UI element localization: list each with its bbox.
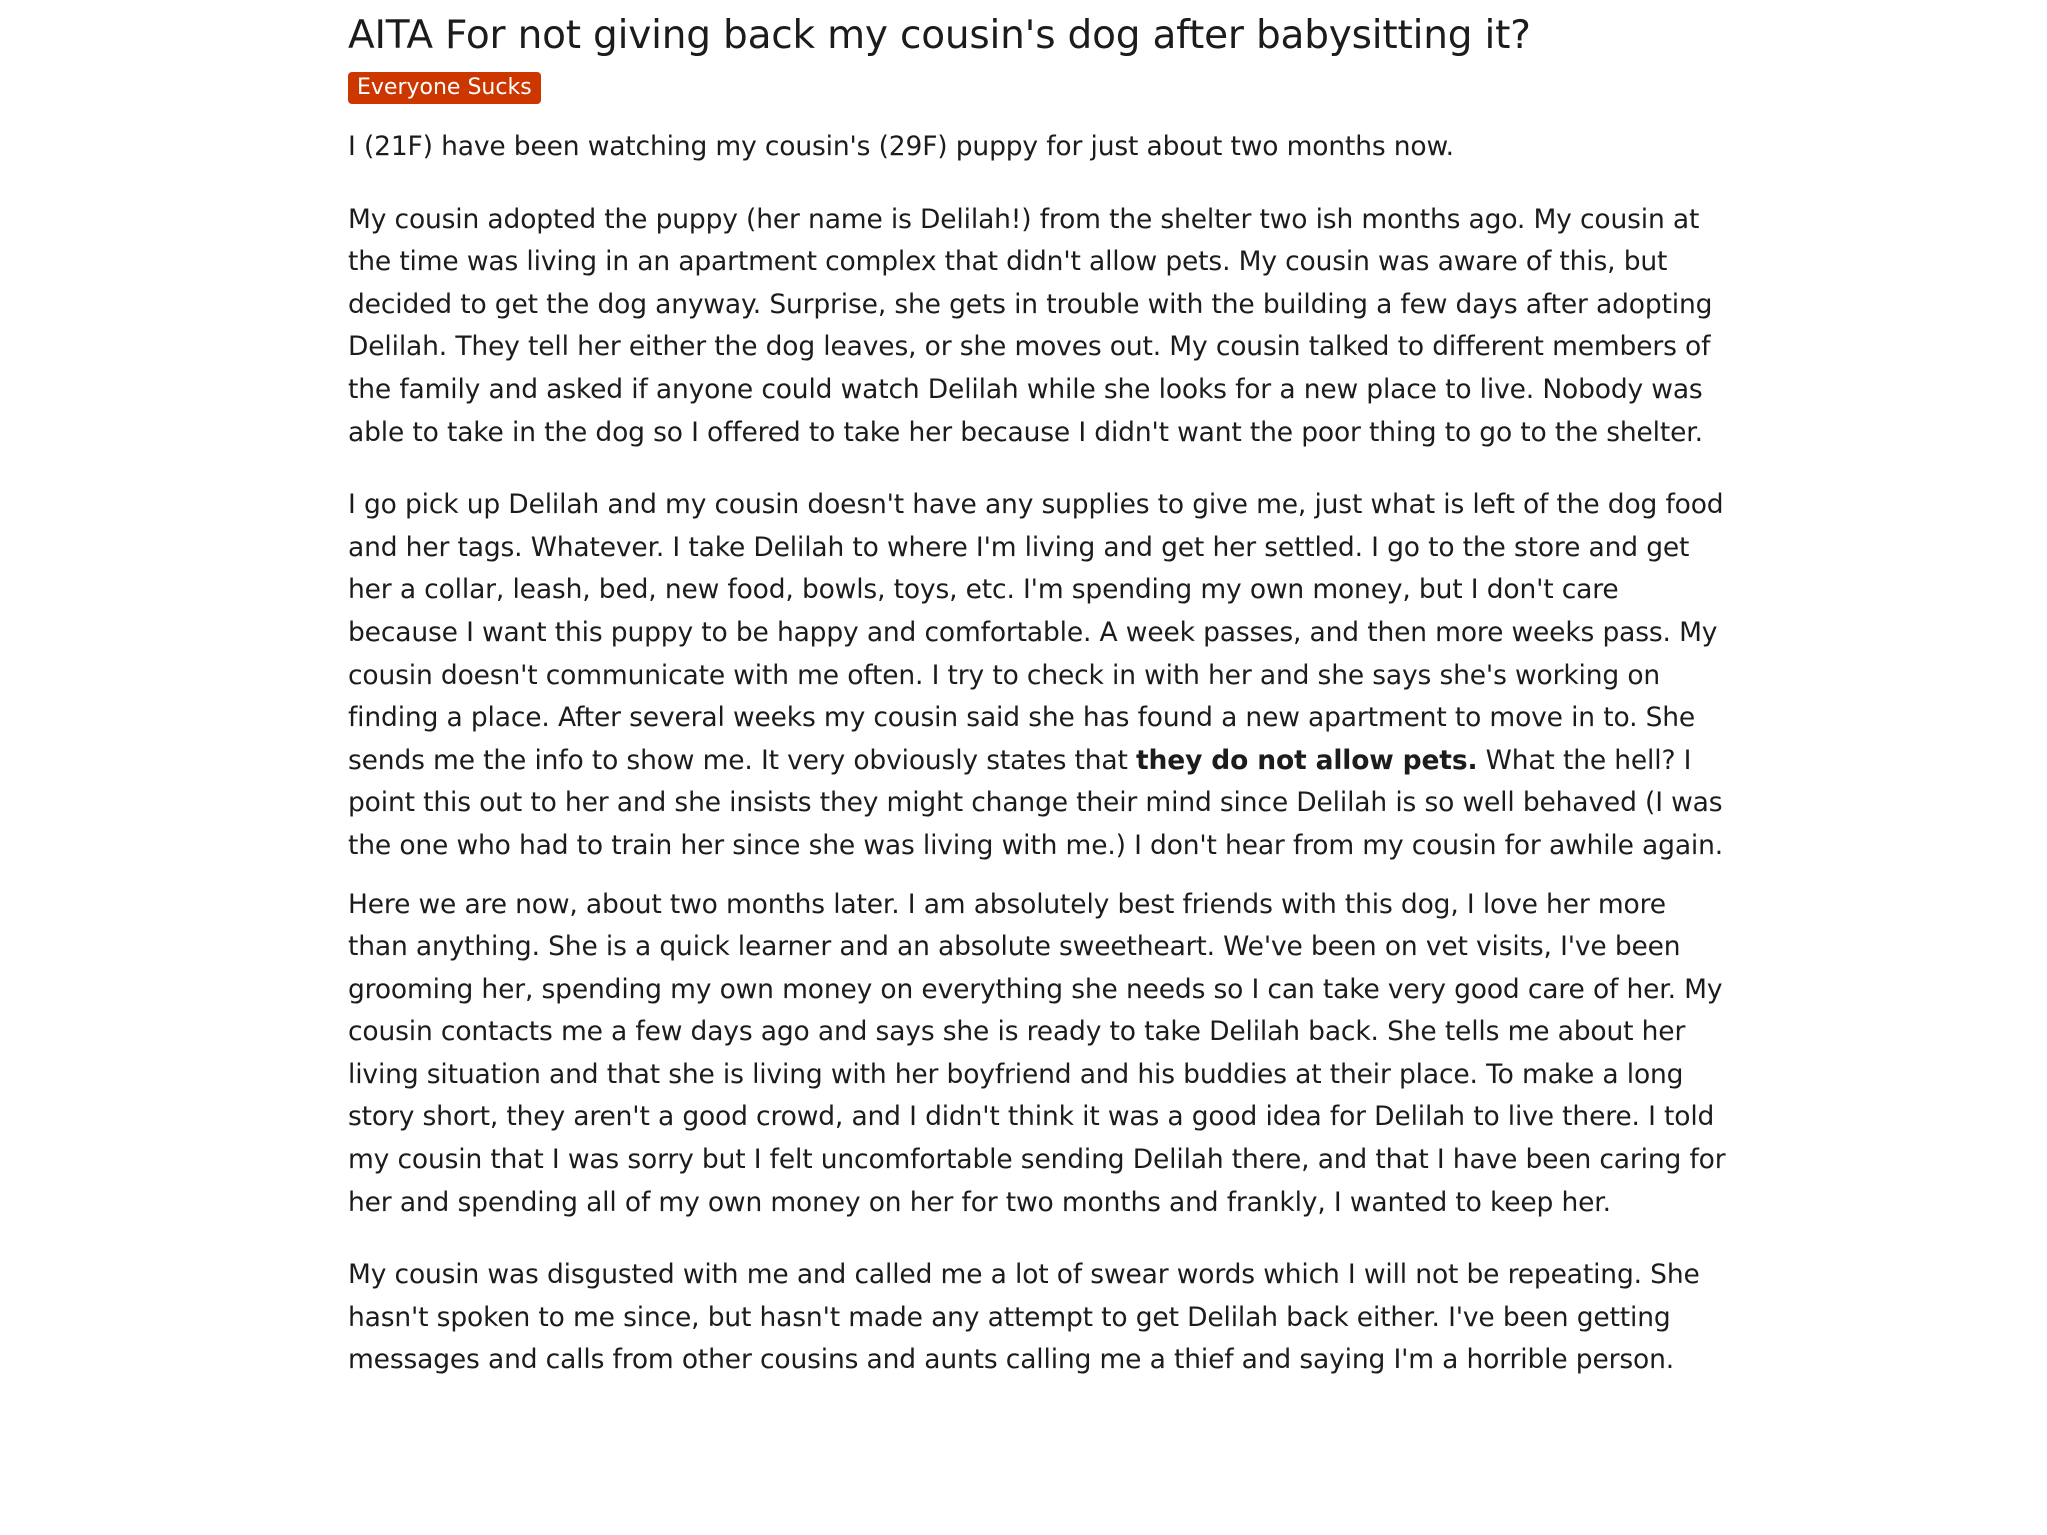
post-paragraph: Here we are now, about two months later. I am absolutely best friends with this dog, I love her more than anything. She is a quick learner and an absolute sweetheart. We've been on vet visits, I've been grooming her, spending my own money on everything she needs so I can take very good care of her. My cousin contacts me a few days ago and says she is ready to take Delilah back. She tells me about her living situation and that she is living with her boyfriend and his buddies at their place. To make a long story short, they aren't a good crowd, and I didn't think it was a good idea for Delilah to live there. I told my cousin that I was sorry but I felt uncomfortable sending Delilah there, and that I have been caring for her and spending all of my own money on her for two months and frankly, I wanted to keep her. xyxy=(348,888,1726,1218)
post-body xyxy=(348,126,1728,1382)
post-title[interactable]: AITA For not giving back my cousin's dog after babysitting it? xyxy=(348,13,1531,58)
post-paragraph-text: I go pick up Delilah and my cousin doesn't have any supplies to give me, just what is left of the dog food and her tags. Whatever. I take Delilah to where I'm living and get her settled. I go to the store and get her a collar, leash, bed, new food, bowls, toys, etc. I'm spending my own money, but I don't care because I want this puppy to be happy and comfortable. A week passes, and then more weeks pass. My cousin doesn't communicate with me often. I try to check in with her and she says she's working on finding a place. After several weeks my cousin said she has found a new apartment to move in to. She sends me the info to show me. It very obviously states that xyxy=(348,489,1724,776)
post-container xyxy=(348,0,1728,1412)
post-paragraph xyxy=(348,484,1728,867)
post-paragraph: My cousin adopted the puppy (her name is Delilah!) from the shelter two ish months ago. My cousin at the time was living in an apartment complex that didn't allow pets. My cousin was aware of this, but decided to get the dog anyway. Surprise, she gets in trouble with the building a few days after adopting Delilah. They tell her either the dog leaves, or she moves out. My cousin talked to different members of the family and asked if anyone could watch Delilah while she looks for a new place to live. Nobody was able to take in the dog so I offered to take her because I didn't want the poor thing to go to the shelter. xyxy=(348,203,1713,448)
post-paragraph-text: What the hell? I point this out to her and she insists they might change their mind since Delilah is so well behaved (I was the one who had to train her since she was living with me.) I don't hear from my cousin for awhile again. xyxy=(348,744,1724,861)
post-paragraph: I (21F) have been watching my cousin's (29F) puppy for just about two months now. xyxy=(348,131,1454,162)
post-paragraph: My cousin was disgusted with me and called me a lot of swear words which I will not be repeating. She hasn't spoken to me since, but hasn't made any attempt to get Delilah back either. I've been getting messages and calls from other cousins and aunts calling me a thief and saying I'm a horrible person. xyxy=(348,1259,1700,1376)
post-paragraph-bold-text: they do not allow pets. xyxy=(1136,744,1478,776)
post-flair-badge[interactable]: Everyone Sucks xyxy=(348,72,541,104)
